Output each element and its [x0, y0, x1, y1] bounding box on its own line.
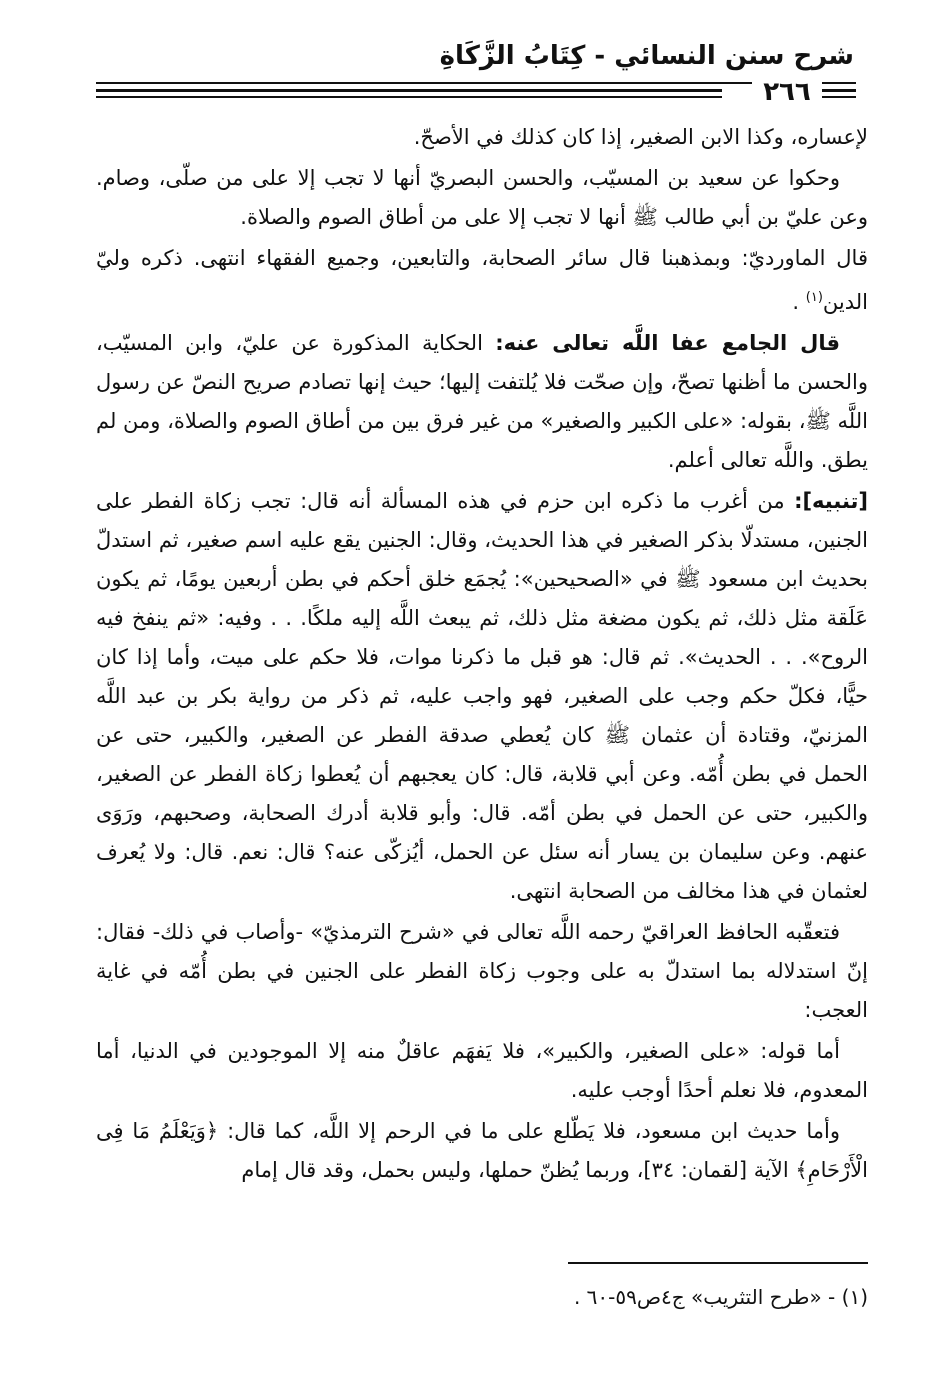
paragraph-text: لإعساره، وكذا الابن الصغير، إذا كان كذلك في الأصحّ.: [413, 125, 868, 149]
footnote: (١) - «طرح التثريب» ج٤ص٥٩-٦٠ .: [573, 1285, 868, 1309]
paragraph-4: [96, 324, 868, 480]
header-rule-left-thick: [96, 89, 722, 92]
header-rule-right-thick: [820, 89, 856, 92]
paragraph-2: [96, 159, 868, 237]
running-title: شرح سنن النسائي - كِتَابُ الزَّكَاةِ: [439, 41, 854, 71]
paragraph-text: الحكاية المذكورة عن عليّ، وابن المسيّب، والحسن ما أظنها تصحّ، وإن صحّت فلا يُلتفت إليها؛ حيث إنها تصادم صريح النصّ عن رسول اللَّه ﷺ، بقوله: «على الكبير والصغير» من غير فرق بين من أطاق الصوم والصلاة، ومن لم يطق. واللَّه تعالى أعلم.: [96, 331, 868, 472]
paragraph-8: [96, 1112, 868, 1190]
paragraph-3: [96, 239, 868, 322]
header-rule-top: [96, 82, 856, 84]
paragraph-5: [96, 482, 868, 911]
paragraph-text: من أغرب ما ذكره ابن حزم في هذه المسألة أنه قال: تجب زكاة الفطر على الجنين، مستدلّا بذكر الصغير في هذا الحديث، وقال: الجنين يقع عليه اسم صغير، ثم استدلّ بحديث ابن مسعود ﷺ في «الصحيحين»: يُجمَع خلق أحكم في بطن أربعين يومًا، ثم يكون عَلَقة مثل ذلك، ثم يكون مضغة مثل ذلك، ثم يبعث اللَّه إليه ملكًا. . . وفيه: «ثم ينفخ فيه الروح». . . الحديث». ثم قال: هو قبل ما ذكرنا موات، فلا حكم على ميت، وأما إذا كان حيًّا، فكلّ حكم وجب على الصغير، فهو واجب عليه، ثم ذكر من رواية بكر بن عبد اللَّه المزنيّ، وقتادة أن عثمان ﷺ كان يُعطي صدقة الفطر عن الصغير، والكبير، حتى عن الحمل في بطن أُمّه. وعن أبي قلابة، قال: كان يعجبهم أن يُعطوا زكاة الفطر عن الصغير، والكبير، حتى عن الحمل في بطن أمّه. قال: وأبو قلابة أدرك الصحابة، وصحبهم، ورَوَى عنهم. وعن سليمان بن يسار أنه سئل عن الحمل، أيُزكّى عنه؟ قال: نعم. قال: ولا يُعرف لعثمان في هذا مخالف من الصحابة انتهى.: [96, 489, 868, 903]
page-number: ٢٦٦: [752, 78, 822, 106]
paragraph-text: أما قوله: «على الصغير، والكبير»، فلا يَفهَم عاقلٌ منه إلا الموجودين في الدنيا، أما المعدوم، فلا نعلم أحدًا أوجب عليه.: [96, 1039, 868, 1102]
paragraph-tail: .: [792, 290, 806, 314]
paragraph-lead: [تنبيه]:: [794, 489, 868, 513]
paragraph-7: [96, 1032, 868, 1110]
paragraph-text: وحكوا عن سعيد بن المسيّب، والحسن البصريّ أنها لا تجب إلا على من صلّى، وصام. وعن عليّ بن أبي طالب ﷺ أنها لا تجب إلا على من أطاق الصوم والصلاة.: [96, 166, 868, 229]
main-text: [96, 118, 868, 1192]
footnote-marker: (١): [805, 290, 823, 305]
paragraph-text: فتعقّبه الحافظ العراقيّ رحمه اللَّه تعالى في «شرح الترمذيّ» -وأصاب في ذلك- فقال: إنّ استدلاله بما استدلّ به على وجوب زكاة الفطر على الجنين في بطن أُمّه في غاية العجب:: [96, 920, 868, 1022]
header-rule-right-thin: [820, 96, 856, 98]
paragraph-text: قال الماورديّ: وبمذهبنا قال سائر الصحابة، والتابعين، وجميع الفقهاء انتهى. ذكره وليّ الدين: [96, 246, 868, 314]
paragraph-6: [96, 913, 868, 1030]
paragraph-1: [96, 118, 868, 157]
paragraph-lead: قال الجامع عفا اللَّه تعالى عنه:: [495, 331, 841, 355]
paragraph-text: وأما حديث ابن مسعود، فلا يَطّلع على ما في الرحم إلا اللَّه، كما قال: ﴿وَيَعْلَمُ مَا فِى الْأَرْحَامِ﴾ الآية [لقمان: ٣٤]، وربما يُظنّ حملها، وليس بحمل، وقد قال إمام: [96, 1119, 868, 1182]
footnote-rule: [568, 1262, 868, 1264]
header-rule-left-thin: [96, 96, 722, 98]
